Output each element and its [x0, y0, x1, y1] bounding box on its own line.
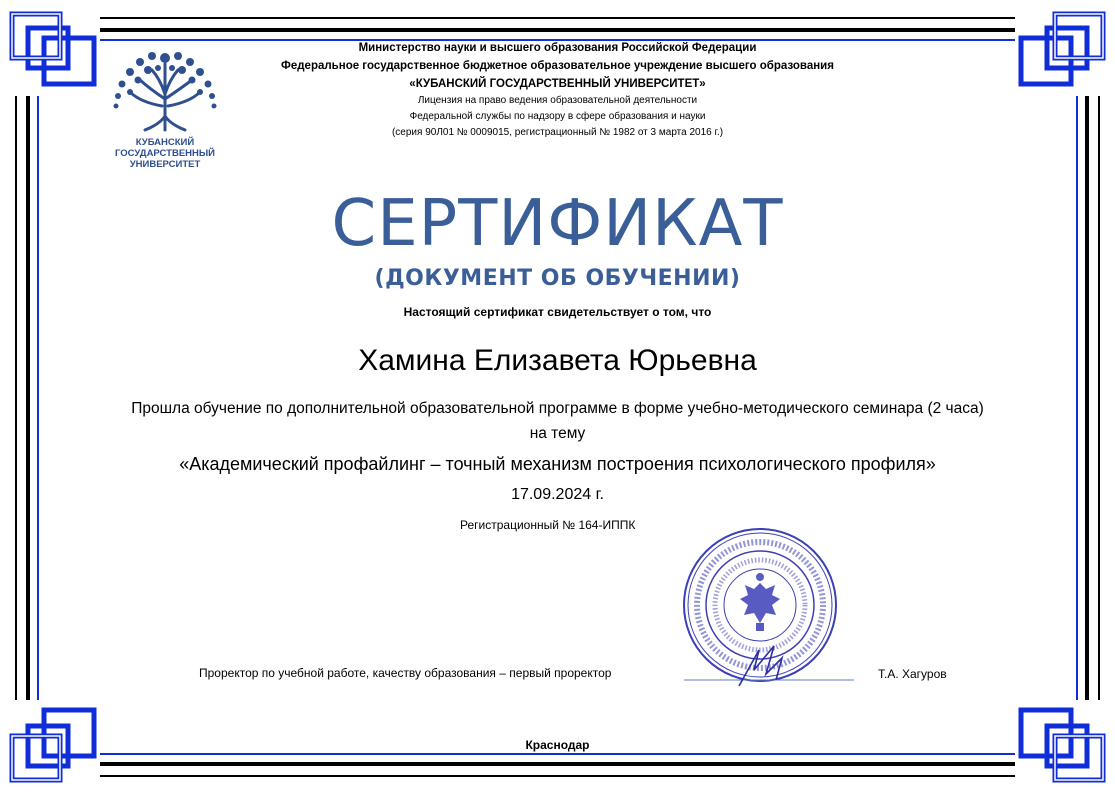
certificate-title: СЕРТИФИКАТ — [331, 187, 784, 261]
footer-city: Краснодар — [525, 738, 590, 752]
signatory-name: Т.А. Хагуров — [878, 667, 947, 681]
completed-line-2: на тему — [529, 425, 586, 442]
license-line-3: (серия 90Л01 № 0009015, регистрационный № 1982 от 3 марта 2016 г.) — [391, 127, 724, 138]
license-line-2: Федеральной службы по надзору в сфере образования и науки — [409, 111, 706, 122]
certifies-text: Настоящий сертификат свидетельствует о том, что — [403, 305, 712, 319]
logo-line-1: КУБАНСКИЙ — [135, 137, 195, 148]
license-line-1: Лицензия на право ведения образовательной деятельности — [417, 95, 698, 106]
header-university: «КУБАНСКИЙ ГОСУДАРСТВЕННЫЙ УНИВЕРСИТЕТ» — [409, 78, 706, 90]
certificate-subtitle: (ДОКУМЕНТ ОБ ОБУЧЕНИИ) — [374, 266, 741, 291]
recipient-name: Хамина Елизавета Юрьевна — [358, 344, 757, 377]
program-topic: «Академический профайлинг – точный механизм построения психологического профиля» — [179, 454, 936, 474]
signatory-position: Проректор по учебной работе, качеству образования – первый проректор — [199, 666, 612, 680]
logo-line-3: УНИВЕРСИТЕТ — [129, 159, 201, 170]
signature-mark — [684, 640, 859, 690]
issue-date: 17.09.2024 г. — [511, 486, 604, 503]
header-institution-type: Федеральное государственное бюджетное образовательное учреждение высшего образования — [281, 60, 834, 72]
registration-number: Регистрационный № 164-ИППК — [460, 518, 636, 532]
completed-line-1: Прошла обучение по дополнительной образовательной программе в форме учебно-методического семинара (2 часа) — [131, 400, 984, 417]
logo-line-2: ГОСУДАРСТВЕННЫЙ — [114, 148, 215, 159]
header-ministry: Министерство науки и высшего образования Российской Федерации — [358, 42, 757, 54]
